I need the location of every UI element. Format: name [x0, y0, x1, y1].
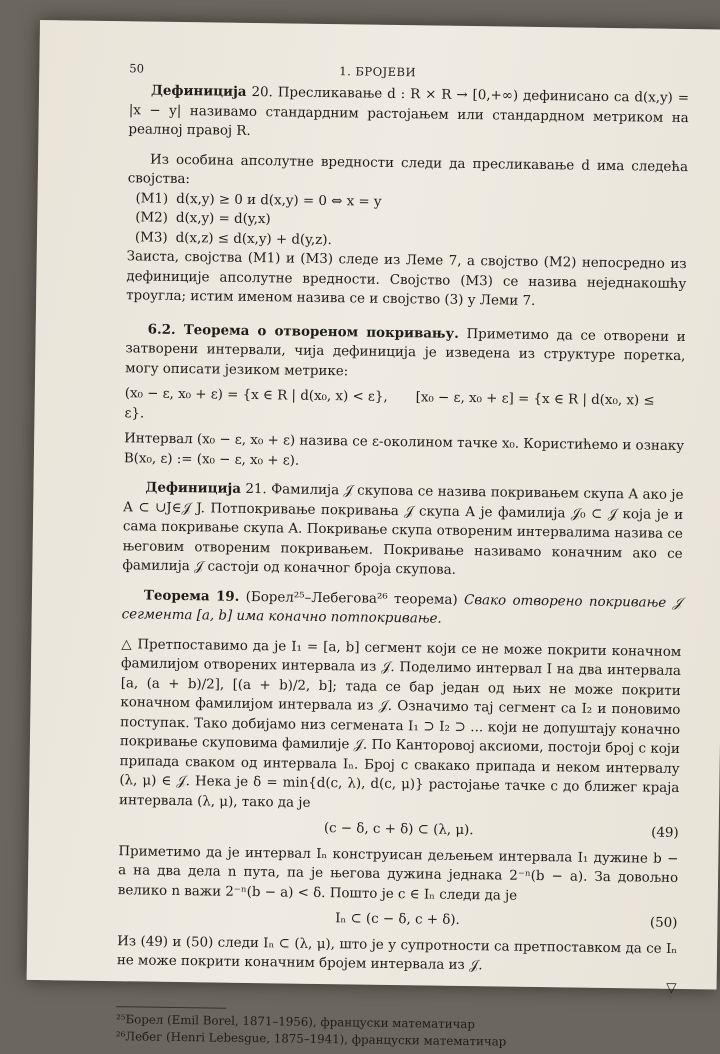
page-content: [116, 59, 690, 1053]
definition-20-label: Дефиниција: [150, 82, 247, 100]
open-interval-formula: (x₀ − ε, x₀ + ε) = {x ∈ R | d(x₀, x) < ε},: [124, 386, 388, 405]
equation-49-formula: (c − δ, c + δ) ⊂ (λ, μ).: [323, 821, 474, 839]
property-formula: d(x,y) = d(y,x): [175, 210, 271, 228]
chapter-title: 1. БРОЈЕВИ: [339, 64, 417, 80]
closed-interval-formula: [x₀ − ε, x₀ + ε] = {x ∈ R | d(x₀, x) ≤ ε}.: [124, 390, 655, 421]
footnote-25: ²⁵Борел (Emil Borel, 1871–1956), француски математичар: [115, 1012, 476, 1032]
display-formula-intervals: [124, 384, 684, 431]
section-text: Приметимо да се отворени и затворени интервали, чија дефиниција је изведена из структуре поретка, могу описати језиком метрике:: [125, 326, 686, 379]
equation-50: [117, 906, 677, 933]
book-page: [27, 20, 720, 1049]
equation-50-formula: Iₙ ⊂ (c − δ, c + δ).: [335, 911, 460, 928]
properties-intro: Из особина апсолутне вредности следи да пресликавање d има следећа својства:: [127, 152, 689, 188]
proof-paragraph-1: △ Претпоставимо да је I₁ = [a, b] сегмент који се не може покрити коначном фамилијом отворених интервала из 𝒥. Поделимо интервал I на два интервала [a, (a + b)/2], [(a + b)/2, b]; тада се бар један од њих не може покрити коначном фамилијом интервала из 𝒥. Означимо тај сегмент са I₂ и поновимо поступак. Тако добијамо низ сегмената I₁ ⊃ I₂ ⊃ ... који не допуштају коначно покривање скуповима фамилије 𝒥. По Канторовој аксиоми, постоји број c који припада сваком од интервала Iₙ. Број c свакако припада и неком интервалу (λ, μ) ∈ 𝒥. Нека је δ = min{d(c, λ), d(c, μ)} растојање тачке c до ближег краја интервала (λ, μ), тако да је: [119, 636, 682, 811]
equation-49-number: (49): [651, 825, 679, 841]
footnote-rule: [116, 1006, 226, 1009]
theorem-19-text: Свако отворено покривање 𝒥 сегмента [a, b] има коначно потпокривање.: [121, 592, 683, 627]
theorem-19-number: 19.: [215, 588, 240, 605]
theorem-19: [122, 586, 682, 633]
theorem-19-label: Теорема: [143, 587, 210, 604]
property-tag: (M3): [134, 229, 168, 246]
definition-21-text: Фамилија 𝒥 скупова се назива покривањем скупа A ако је A ⊂ ∪J∈𝒥 J. Потпокривање покривања 𝒥 скупа A је фамилија 𝒥₀ ⊂ 𝒥 која је и сама покривање скупа A. Покривање скупа отвореним интервалима назива се његовим отвореним покривањем. Покривање називамо коначним ако се фамилија 𝒥 састоји од коначног броја скупова.: [122, 482, 684, 578]
definition-20: [128, 81, 689, 147]
equation-49: [119, 816, 679, 843]
equation-50-number: (50): [649, 915, 678, 931]
definition-21: [122, 478, 683, 583]
end-of-proof-symbol: ▽: [666, 980, 677, 996]
definition-21-number: 21.: [245, 481, 267, 498]
property-formula: d(x,y) ≥ 0 и d(x,y) = 0 ⇔ x = y: [176, 191, 382, 210]
property-formula: d(x,z) ≤ d(x,y) + d(y,z).: [175, 230, 332, 248]
page-number: 50: [129, 61, 145, 76]
properties-outro: Заиста, својства (M1) и (M3) следе из Леме 7, а својство (M2) непосредно из дефиниције апсолутне вредности. Својство (M3) се назива неједнакошћу троугла; истим именом назива се и својство (3) у Леми 7.: [126, 249, 687, 309]
property-tag: (M2): [135, 210, 169, 226]
definition-20-text: Пресликавање d : R × R → [0,+∞) дефинисано са d(x,y) = |x − y| називамо стандардним растојањем или стандардном метриком на реалној правој R.: [128, 85, 690, 139]
proof-paragraph-2: Приметимо да је интервал Iₙ конструисан дељењем интервала I₁ дужине b − a на два дела n пута, па је његова дужина једнака 2⁻ⁿ(b − a). За довољно велико n важи 2⁻ⁿ(b − a) < δ. Пошто је c ∈ Iₙ следи да је: [117, 843, 679, 904]
theorem-19-name: (Борел²⁵–Лебегова²⁶ теорема): [245, 589, 458, 608]
proof-paragraph-3: Из (49) и (50) следи Iₙ ⊂ (λ, μ), што је у супротности са претпоставком да се Iₙ не може покрити коначним бројем интервала из 𝒥.: [116, 933, 678, 974]
property-tag: (M1): [135, 190, 169, 207]
footnote-26: ²⁶Лебег (Henri Lebesgue, 1875–1941), француски математичар: [115, 1029, 507, 1049]
definition-20-number: 20.: [251, 84, 273, 101]
section-heading: 6.2. Теорема о отвореном покривању.: [147, 321, 459, 342]
neighbourhood-text: Интервал (x₀ − ε, x₀ + ε) назива се ε-околином тачке x₀. Користићемо и ознаку B(x₀, ε) := (x₀ − ε, x₀ + ε).: [123, 431, 685, 469]
section-6-2: [125, 320, 686, 386]
definition-21-label: Дефиниција: [145, 479, 242, 497]
